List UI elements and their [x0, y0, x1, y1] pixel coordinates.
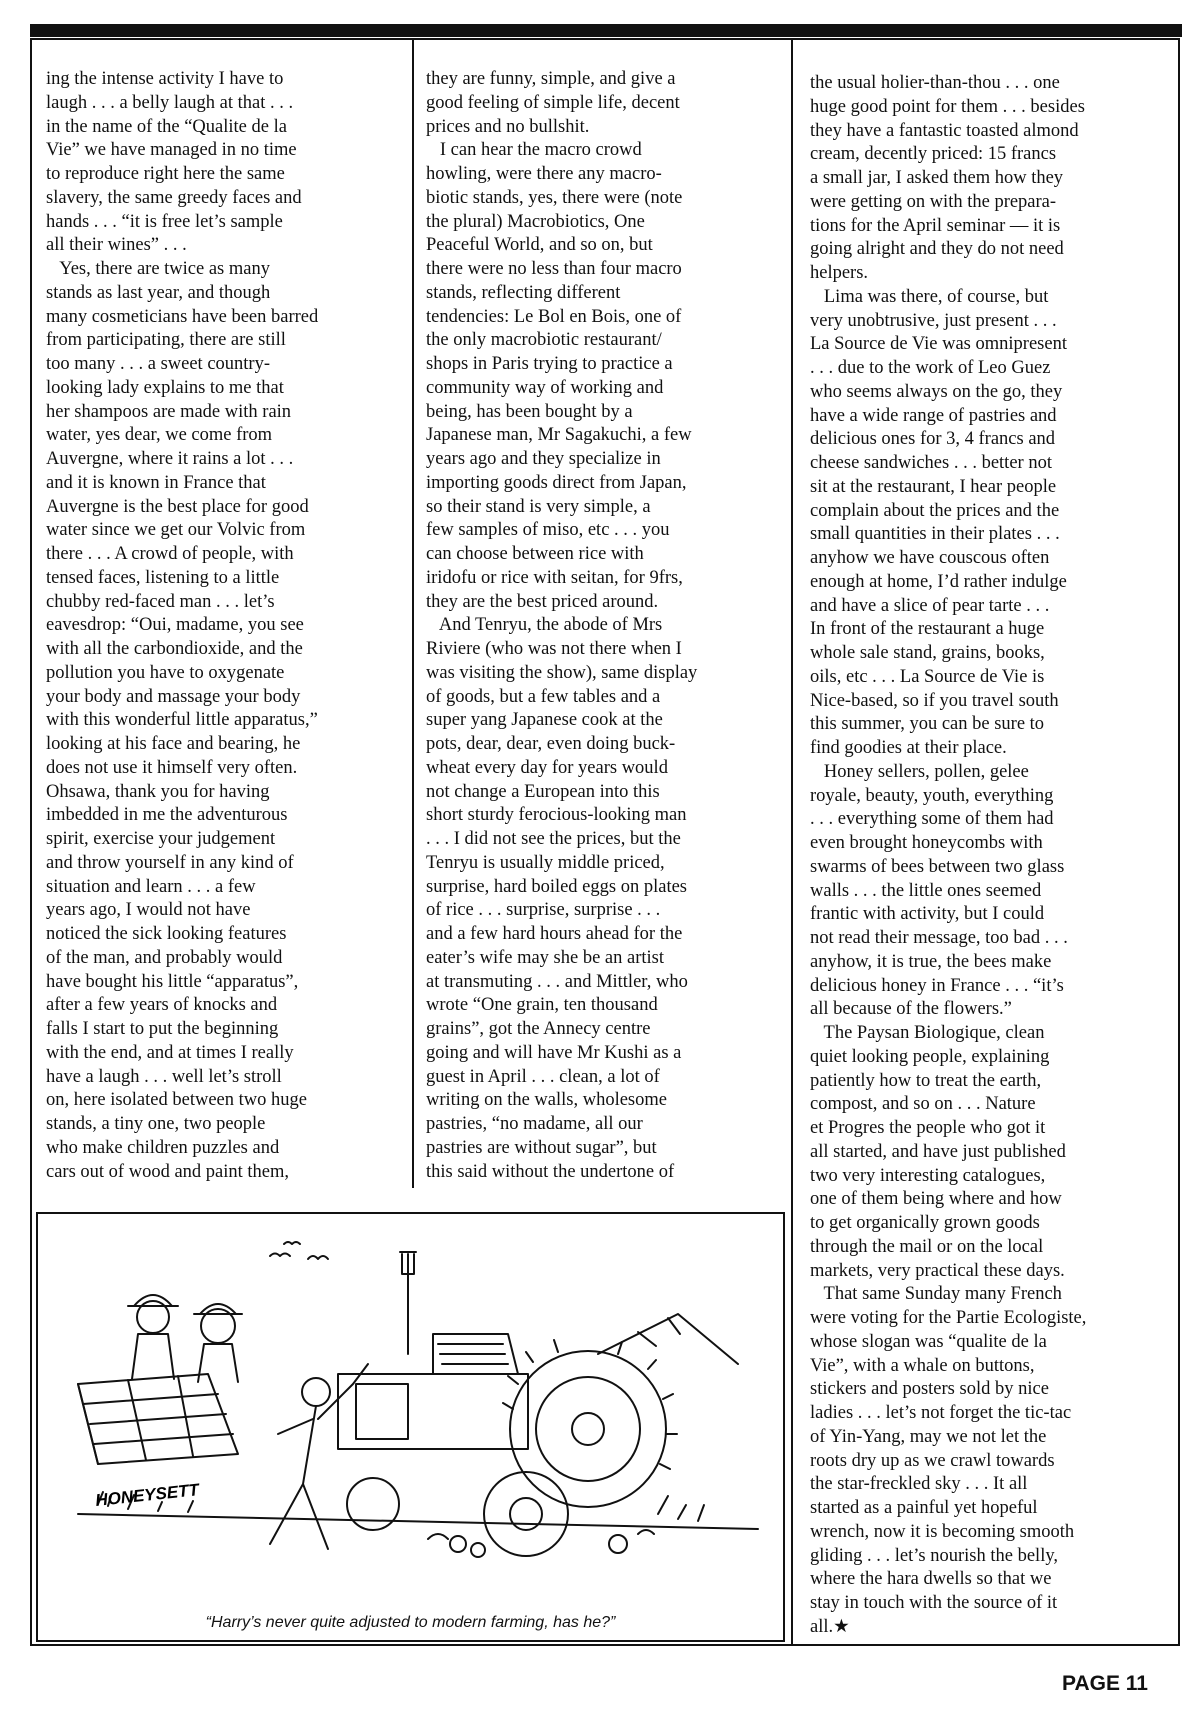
text-line: at transmuting . . . and Mittler, who	[426, 971, 688, 992]
text-line: stickers and posters sold by nice	[810, 1379, 1049, 1400]
text-line: going and will have Mr Kushi as a	[426, 1042, 682, 1063]
text-line: wrote “One grain, ten thousand	[426, 995, 658, 1016]
text-line: Tenryu is usually middle priced,	[426, 852, 665, 873]
text-line: And Tenryu, the abode of Mrs	[426, 615, 663, 636]
text-line: her shampoos are made with rain	[46, 401, 292, 422]
text-line: very unobtrusive, just present . . .	[810, 310, 1057, 331]
text-line: . . . due to the work of Leo Guez	[810, 358, 1051, 378]
text-line: one of them being where and how	[810, 1189, 1062, 1210]
text-line: to get organically grown goods	[810, 1213, 1040, 1233]
text-line: guest in April . . . clean, a lot of	[426, 1066, 660, 1087]
cartoon-panel	[36, 1212, 785, 1642]
text-line: ladies . . . let’s not forget the tic-tac	[810, 1403, 1072, 1423]
cartoon-signature: HONEYSETT	[94, 1480, 200, 1510]
text-line: Yes, there are twice as many	[46, 259, 270, 279]
text-line: there were no less than four macro	[426, 259, 682, 279]
text-line: not change a European into this	[426, 781, 660, 802]
text-line: does not use it himself very often.	[46, 757, 298, 778]
text-line: sit at the restaurant, I hear people	[810, 476, 1057, 497]
top-rule	[30, 24, 1182, 37]
text-line: whose slogan was “qualite de la	[810, 1331, 1047, 1352]
text-line: have bought his little “apparatus”,	[46, 971, 299, 992]
text-line: they are funny, simple, and give a	[426, 69, 676, 89]
text-line: pastries are without sugar”, but	[426, 1137, 657, 1158]
text-line: pastries, “no madame, all our	[426, 1114, 643, 1134]
text-line: That same Sunday many French	[810, 1284, 1062, 1305]
text-line: all because of the flowers.”	[810, 999, 1012, 1020]
text-line: with all the carbondioxide, and the	[46, 639, 303, 659]
text-line: few samples of miso, etc . . . you	[426, 520, 670, 541]
text-line: the usual holier-than-thou . . . one	[810, 73, 1060, 93]
text-line: shops in Paris trying to practice a	[426, 354, 673, 374]
text-line: Ohsawa, thank you for having	[46, 781, 270, 802]
text-line: have a wide range of pastries and	[810, 405, 1057, 426]
article-column-1	[46, 68, 406, 1184]
text-line: after a few years of knocks and	[46, 995, 278, 1016]
text-line: small quantities in their plates . . .	[810, 524, 1060, 545]
text-line: delicious honey in France . . . “it’s	[810, 975, 1064, 996]
text-line: through the mail or on the local	[810, 1236, 1044, 1257]
text-line: many cosmeticians have been barred	[46, 306, 319, 327]
text-line: short sturdy ferocious-looking man	[426, 805, 687, 826]
text-line: eavesdrop: “Oui, madame, you see	[46, 615, 304, 636]
text-line: roots dry up as we crawl towards	[810, 1450, 1055, 1471]
text-line: in the name of the “Qualite de la	[46, 116, 287, 137]
cartoon-caption: “Harry’s never quite adjusted to modern farming, has he?”	[205, 1614, 616, 1631]
text-line: two very interesting catalogues,	[810, 1165, 1046, 1186]
text-line: spirit, exercise your judgement	[46, 829, 276, 849]
text-line: royale, beauty, youth, everything	[810, 785, 1054, 806]
text-line: huge good point for them . . . besides	[810, 96, 1085, 117]
text-line: community way of working and	[426, 377, 664, 398]
text-line: surprise, hard boiled eggs on plates	[426, 876, 687, 897]
text-line: of Yin-Yang, may we not let the	[810, 1426, 1047, 1447]
text-line: noticed the sick looking features	[46, 924, 287, 944]
text-line: of goods, but a few tables and a	[426, 686, 661, 707]
text-line: prices and no bullshit.	[426, 116, 590, 137]
text-line: cream, decently priced: 15 francs	[810, 144, 1057, 165]
text-line: were voting for the Partie Ecologiste,	[810, 1308, 1087, 1328]
text-line: biotic stands, yes, there were (note	[426, 187, 683, 208]
text-line: so their stand is very simple, a	[426, 496, 651, 517]
text-line: stay in touch with the source of it	[810, 1593, 1058, 1613]
text-line: this summer, you can be sure to	[810, 714, 1045, 735]
text-line: have a laugh . . . well let’s stroll	[46, 1066, 282, 1087]
text-line: ing the intense activity I have to	[46, 69, 284, 89]
text-line: situation and learn . . . a few	[46, 876, 256, 897]
text-line: writing on the walls, wholesome	[426, 1090, 667, 1111]
text-line: patiently how to treat the earth,	[810, 1070, 1042, 1091]
text-line: markets, very practical these days.	[810, 1260, 1065, 1281]
text-line: looking lady explains to me that	[46, 377, 284, 398]
text-line: cars out of wood and paint them,	[46, 1161, 290, 1182]
text-line: Riviere (who was not there when I	[426, 639, 682, 659]
text-line: years ago, I would not have	[46, 900, 251, 921]
text-line: good feeling of simple life, decent	[426, 92, 680, 113]
text-line: La Source de Vie was omnipresent	[810, 334, 1067, 355]
text-line: chubby red-faced man . . . let’s	[46, 591, 275, 612]
text-line: quiet looking people, explaining	[810, 1046, 1050, 1067]
text-line: can choose between rice with	[426, 544, 644, 564]
column-rule-right	[791, 40, 793, 1644]
text-line: your body and massage your body	[46, 686, 301, 707]
text-line: stands, reflecting different	[426, 282, 621, 303]
text-line: they are the best priced around.	[426, 591, 659, 612]
text-line: of rice . . . surprise, surprise . . .	[426, 900, 661, 921]
text-line: oils, etc . . . La Source de Vie is	[810, 666, 1045, 687]
text-line: was visiting the show), same display	[426, 662, 698, 683]
text-line: Nice-based, so if you travel south	[810, 690, 1059, 711]
text-line: Lima was there, of course, but	[810, 286, 1049, 307]
text-line: Auvergne, where it rains a lot . . .	[46, 449, 294, 469]
text-line: and throw yourself in any kind of	[46, 852, 294, 873]
column-rule-left	[412, 40, 414, 1188]
text-line: this said without the undertone of	[426, 1161, 675, 1182]
page-number: PAGE 11	[1062, 1672, 1148, 1695]
text-line: importing goods direct from Japan,	[426, 472, 687, 493]
text-line: where the hara dwells so that we	[810, 1569, 1052, 1590]
text-line: water since we get our Volvic from	[46, 520, 306, 541]
text-line: a small jar, I asked them how they	[810, 168, 1064, 188]
text-line: The Paysan Biologique, clean	[810, 1023, 1045, 1043]
text-line: being, has been bought by a	[426, 401, 633, 422]
text-line: with this wonderful little apparatus,”	[46, 710, 318, 731]
text-line: . . . I did not see the prices, but the	[426, 829, 681, 849]
text-line: slavery, the same greedy faces and	[46, 187, 302, 208]
text-line: water, yes dear, we come from	[46, 425, 273, 446]
text-line: Vie”, with a whale on buttons,	[810, 1355, 1035, 1376]
text-line: not read their message, too bad . . .	[810, 928, 1068, 948]
text-line: looking at his face and bearing, he	[46, 734, 301, 754]
text-line: who make children puzzles and	[46, 1137, 280, 1158]
text-line: cheese sandwiches . . . better not	[810, 453, 1052, 473]
article-column-2	[426, 68, 786, 1184]
text-line: and a few hard hours ahead for the	[426, 924, 683, 944]
text-line: on, here isolated between two huge	[46, 1090, 307, 1111]
text-line: Honey sellers, pollen, gelee	[810, 761, 1029, 782]
text-line: there . . . A crowd of people, with	[46, 544, 294, 564]
text-line: stands as last year, and though	[46, 282, 271, 303]
text-line: all.★	[810, 1616, 850, 1637]
text-line: complain about the prices and the	[810, 500, 1060, 521]
text-line: Peaceful World, and so on, but	[426, 235, 653, 256]
text-line: with the end, and at times I really	[46, 1042, 294, 1063]
text-line: and it is known in France that	[46, 472, 266, 493]
text-line: eater’s wife may she be an artist	[426, 947, 665, 968]
text-line: to reproduce right here the same	[46, 164, 285, 184]
text-line: iridofu or rice with seitan, for 9frs,	[426, 567, 683, 588]
text-line: grains”, got the Annecy centre	[426, 1019, 651, 1039]
text-line: falls I start to put the beginning	[46, 1019, 279, 1039]
text-line: tendencies: Le Bol en Bois, one of	[426, 306, 682, 327]
text-line: of the man, and probably would	[46, 947, 283, 968]
text-line: I can hear the macro crowd	[426, 140, 642, 161]
text-line: too many . . . a sweet country-	[46, 354, 270, 374]
text-line: anyhow, it is true, the bees make	[810, 951, 1052, 972]
text-line: compost, and so on . . . Nature	[810, 1094, 1036, 1115]
text-line: and have a slice of pear tarte . . .	[810, 595, 1050, 616]
text-line: started as a painful yet hopeful	[810, 1498, 1038, 1518]
text-line: the plural) Macrobiotics, One	[426, 211, 645, 232]
text-line: walls . . . the little ones seemed	[810, 880, 1042, 901]
text-line: swarms of bees between two glass	[810, 856, 1065, 877]
text-line: imbedded in me the adventurous	[46, 805, 288, 826]
text-line: pots, dear, dear, even doing buck-	[426, 734, 676, 754]
text-line: the only macrobiotic restaurant/	[426, 330, 662, 351]
text-line: years ago and they specialize in	[426, 449, 661, 469]
article-column-3	[810, 72, 1175, 1640]
text-line: the star-freckled sky . . . It all	[810, 1474, 1028, 1495]
text-line: pollution you have to oxygenate	[46, 662, 285, 683]
text-line: find goodies at their place.	[810, 738, 1007, 758]
text-line: gliding . . . let’s nourish the belly,	[810, 1545, 1059, 1566]
text-line: even brought honeycombs with	[810, 833, 1043, 853]
text-line: Vie” we have managed in no time	[46, 140, 297, 161]
text-line: stands, a tiny one, two people	[46, 1114, 266, 1134]
text-line: they have a fantastic toasted almond	[810, 120, 1079, 141]
text-line: delicious ones for 3, 4 francs and	[810, 429, 1056, 450]
text-line: helpers.	[810, 263, 869, 283]
text-line: laugh . . . a belly laugh at that . . .	[46, 92, 294, 113]
text-line: Auvergne is the best place for good	[46, 496, 309, 517]
text-line: going alright and they do not need	[810, 239, 1064, 260]
text-line: Japanese man, Mr Sagakuchi, a few	[426, 425, 692, 446]
text-line: all started, and have just published	[810, 1141, 1066, 1162]
text-line: et Progres the people who got it	[810, 1118, 1046, 1138]
text-line: who seems always on the go, they	[810, 381, 1063, 402]
text-line: hands . . . “it is free let’s sample	[46, 211, 283, 232]
text-line: were getting on with the prepara-	[810, 191, 1057, 212]
text-line: anyhow we have couscous often	[810, 548, 1050, 568]
text-line: tensed faces, listening to a little	[46, 567, 280, 588]
cartoon-illustration	[38, 1214, 783, 1594]
text-line: enough at home, I’d rather indulge	[810, 571, 1067, 592]
text-line: . . . everything some of them had	[810, 809, 1054, 830]
text-line: In front of the restaurant a huge	[810, 619, 1045, 640]
text-line: from participating, there are still	[46, 330, 286, 351]
text-line: super yang Japanese cook at the	[426, 710, 663, 731]
text-line: all their wines” . . .	[46, 235, 187, 256]
text-line: frantic with activity, but I could	[810, 904, 1045, 925]
text-line: whole sale stand, grains, books,	[810, 643, 1045, 663]
text-line: wheat every day for years would	[426, 757, 668, 778]
text-line: howling, were there any macro-	[426, 164, 662, 184]
text-line: tions for the April seminar — it is	[810, 215, 1061, 236]
text-line: wrench, now it is becoming smooth	[810, 1521, 1075, 1542]
